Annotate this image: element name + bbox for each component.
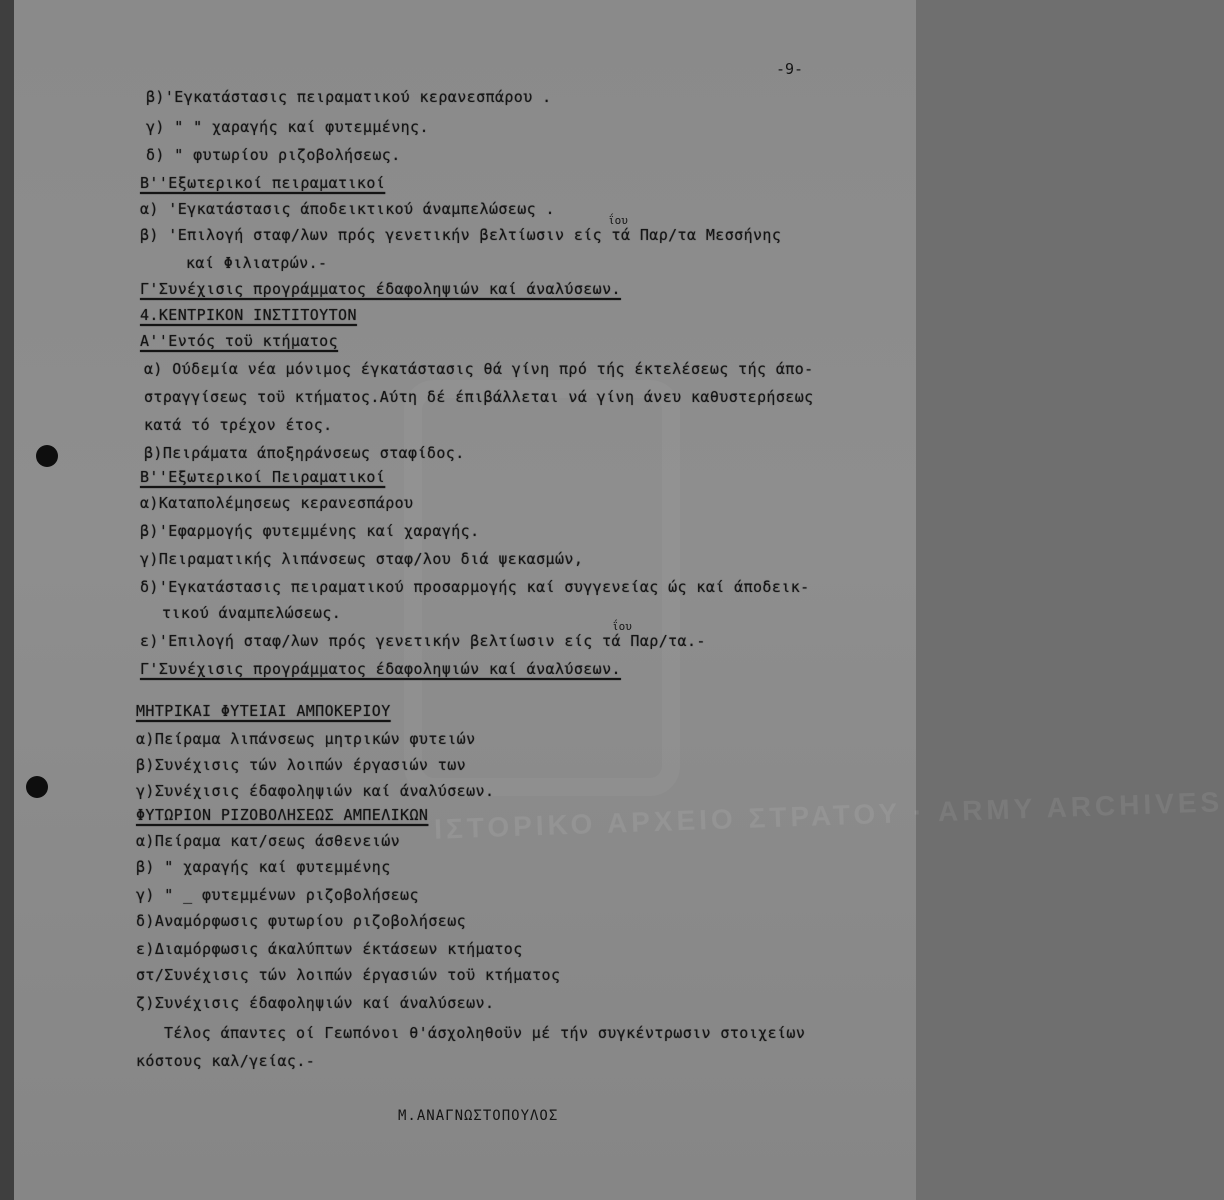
section-heading: Β''Εξωτερικοί Πειραματικοί	[140, 468, 386, 486]
text-line: δ)Αναμόρφωσις φυτωρίου ριζοβολήσεως	[136, 912, 467, 930]
chapter-heading: 4.ΚΕΝΤΡΙΚΟΝ ΙΝΣΤΙΤΟΥΤΟΝ	[140, 306, 357, 324]
text-line: α)Πείραμα λιπάνσεως μητρικών φυτειών	[136, 730, 476, 748]
text-line: α) 'Εγκατάστασις άποδεικτικού άναμπελώσεως .	[140, 200, 555, 218]
punch-hole-icon	[26, 776, 48, 798]
section-heading: Β''Εξωτερικοί πειραματικοί	[140, 174, 386, 192]
text-line: β) " χαραγής καί φυτεμμένης	[136, 858, 391, 876]
page-number: -9-	[776, 60, 804, 78]
text-line: β)Συνέχισις τών λοιπών έργασιών των	[136, 756, 467, 774]
text-line: α) Ούδεμία νέα μόνιμος έγκατάστασις θά γίνη πρό τής έκτελέσεως τής άπο-	[144, 360, 814, 378]
text-line: α)Πείραμα κατ/σεως άσθενειών	[136, 832, 401, 850]
text-line: καί Φιλιατρών.-	[186, 254, 328, 272]
section-heading: Γ'Συνέχισις προγράμματος έδαφοληψιών καί άναλύσεων.	[140, 280, 621, 298]
punch-hole-icon	[36, 445, 58, 467]
text-line: στραγγίσεως τοϋ κτήματος.Αύτη δέ έπιβάλλεται νά γίνη άνευ καθυστερήσεως	[144, 388, 814, 406]
text-line: δ)'Εγκατάστασις πειραματικού προσαρμογής καί συγγενείας ώς καί άποδεικ-	[140, 578, 810, 596]
text-line: γ)Πειραματικής λιπάνσεως σταφ/λου διά ψεκασμών,	[140, 550, 584, 568]
text-line: β) 'Επιλογή σταφ/λων πρός γενετικήν βελτίωσιν είς τά Παρ/τα Μεσσήνης	[140, 226, 782, 244]
text-line: β)'Εγκατάστασις πειραματικού κερανεσπάρου .	[146, 88, 552, 106]
text-line: ε)'Επιλογή σταφ/λων πρός γενετικήν βελτίωσιν είς τά Παρ/τα.-	[140, 632, 706, 650]
handwritten-insertion: ΐου	[608, 214, 628, 227]
text-line: δ) " φυτωρίου ριζοβολήσεως.	[146, 146, 401, 164]
scan-left-edge	[0, 0, 14, 1200]
text-line: κατά τό τρέχον έτος.	[144, 416, 333, 434]
text-line: β)'Εφαρμογής φυτεμμένης καί χαραγής.	[140, 522, 480, 540]
text-line: στ/Συνέχισις τών λοιπών έργασιών τοϋ κτήματος	[136, 966, 561, 984]
text-line: β)Πειράματα άποξηράνσεως σταφίδος.	[144, 444, 465, 462]
text-line: Τέλος άπαντες οί Γεωπόνοι θ'άσχοληθοϋν μέ τήν συγκέντρωσιν στοιχείων	[164, 1024, 806, 1042]
chapter-heading: ΜΗΤΡΙΚΑΙ ΦΥΤΕΙΑΙ ΑΜΠΟΚΕΡΙΟΥ	[136, 702, 391, 720]
text-line: ζ)Συνέχισις έδαφοληψιών καί άναλύσεων.	[136, 994, 495, 1012]
section-heading: Γ'Συνέχισις προγράμματος έδαφοληψιών καί άναλύσεων.	[140, 660, 621, 678]
signature-name: Μ.ΑΝΑΓΝΩΣΤΟΠΟΥΛΟΣ	[398, 1108, 559, 1124]
text-line: γ) " _ φυτεμμένων ριζοβολήσεως	[136, 886, 419, 904]
watermark-text: ΙΣΤΟΡΙΚΟ ΑΡΧΕΙΟ ΣΤΡΑΤΟΥ · ARMY ARCHIVES	[433, 786, 1224, 845]
text-line: κόστους καλ/γείας.-	[136, 1052, 316, 1070]
chapter-heading: ΦΥΤΩΡΙΟΝ ΡΙΖΟΒΟΛΗΣΕΩΣ ΑΜΠΕΛΙΚΩΝ	[136, 806, 429, 824]
handwritten-insertion: ΐου	[612, 620, 632, 633]
text-line: γ)Συνέχισις έδαφοληψιών καί άναλύσεων.	[136, 782, 495, 800]
text-line: γ) " " χαραγής καί φυτεμμένης.	[146, 118, 429, 136]
text-line: ε)Διαμόρφωσις άκαλύπτων έκτάσεων κτήματος	[136, 940, 523, 958]
document-page	[14, 0, 1224, 1200]
section-heading: Α''Εντός τοϋ κτήματος	[140, 332, 339, 350]
text-line: α)Καταπολέμησεως κερανεσπάρου	[140, 494, 414, 512]
text-line: τικού άναμπελώσεως.	[162, 604, 342, 622]
